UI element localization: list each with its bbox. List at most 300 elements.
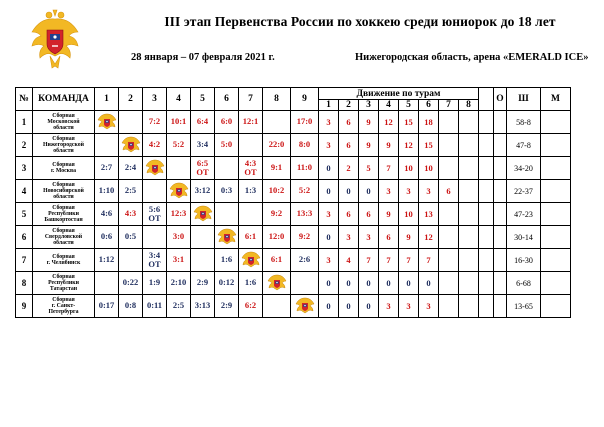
round-points-cell — [459, 226, 479, 249]
score-cell — [291, 111, 319, 134]
score-text: 0:22 — [122, 277, 139, 288]
score-cell — [167, 226, 191, 249]
round-points-cell: 10 — [399, 157, 419, 180]
score-text: 4:6 — [100, 208, 113, 219]
table-row — [16, 157, 571, 180]
score-text: 4:3 — [124, 208, 137, 219]
total-points-cell — [494, 249, 507, 272]
total-points-cell — [494, 226, 507, 249]
score-cell — [291, 157, 319, 180]
round-points-cell: 6 — [439, 180, 459, 203]
header-round-7: 7 — [439, 100, 459, 111]
score-cell — [291, 226, 319, 249]
score-text: 2:5 — [124, 185, 137, 196]
score-text: 6:2 — [244, 300, 257, 311]
spacer-cell — [479, 157, 494, 180]
team-name — [33, 180, 95, 203]
score-cell — [215, 203, 239, 226]
score-text: 0:6 — [100, 231, 113, 242]
round-points-cell: 0 — [379, 272, 399, 295]
score-text: 9:2 — [270, 208, 283, 219]
score-text: 5:0 — [220, 139, 233, 150]
round-points-cell: 3 — [399, 180, 419, 203]
header-round-3: 3 — [359, 100, 379, 111]
federation-emblem-icon — [169, 181, 189, 201]
score-text: 1:6 — [244, 277, 257, 288]
spacer-cell — [479, 249, 494, 272]
score-cell — [167, 249, 191, 272]
total-points-cell — [494, 272, 507, 295]
total-points-cell — [494, 180, 507, 203]
standings-body — [16, 111, 571, 318]
score-text: 0:12 — [218, 277, 235, 288]
score-cell — [239, 134, 263, 157]
score-cell — [239, 157, 263, 180]
round-points-cell: 0 — [399, 272, 419, 295]
place-cell — [541, 180, 571, 203]
diagonal-emblem-cell — [167, 180, 191, 203]
score-cell — [291, 180, 319, 203]
round-points-cell: 6 — [379, 226, 399, 249]
round-points-cell — [459, 272, 479, 295]
team-name-line: области — [53, 125, 74, 132]
score-cell — [291, 134, 319, 157]
score-cell — [167, 272, 191, 295]
round-points-cell: 3 — [319, 111, 339, 134]
round-points-cell — [459, 180, 479, 203]
round-points-cell — [439, 249, 459, 272]
header-round-4: 4 — [379, 100, 399, 111]
score-cell — [95, 203, 119, 226]
score-text: 3:12 — [194, 185, 211, 196]
score-cell — [291, 203, 319, 226]
score-text: 5:6 — [148, 203, 161, 214]
team-name-line: области — [53, 148, 74, 155]
round-points-cell: 15 — [419, 134, 439, 157]
federation-emblem-icon — [193, 204, 213, 224]
score-text: 2:9 — [196, 277, 209, 288]
row-number: 1 — [16, 111, 33, 134]
score-text: 2:10 — [170, 277, 187, 288]
round-points-cell: 6 — [339, 111, 359, 134]
header-col-2: 2 — [119, 88, 143, 111]
score-cell — [95, 249, 119, 272]
score-text: 1:6 — [220, 254, 233, 265]
team-name-line: г. Москва — [50, 168, 77, 174]
score-text: 12:3 — [170, 208, 187, 219]
round-points-cell — [459, 134, 479, 157]
header-team: КОМАНДА — [33, 88, 95, 111]
team-name-line: Сборная — [52, 204, 75, 211]
score-text: 6:1 — [270, 254, 283, 265]
header-round-2: 2 — [339, 100, 359, 111]
score-text: ОТ — [148, 259, 161, 269]
total-points-cell — [494, 134, 507, 157]
round-points-cell: 0 — [339, 295, 359, 318]
score-cell — [119, 272, 143, 295]
place-cell — [541, 157, 571, 180]
score-cell — [95, 180, 119, 203]
tournament-dates: 28 января – 07 февраля 2021 г. — [131, 52, 275, 63]
score-cell — [119, 157, 143, 180]
round-points-cell: 12 — [379, 111, 399, 134]
round-points-cell — [439, 111, 459, 134]
row-number: 3 — [16, 157, 33, 180]
team-name — [33, 295, 95, 318]
round-points-cell: 0 — [319, 272, 339, 295]
score-text: 3:4 — [148, 249, 161, 260]
score-cell — [119, 295, 143, 318]
table-row — [16, 203, 571, 226]
team-name-line: области — [53, 194, 74, 201]
score-cell — [167, 203, 191, 226]
score-text: ОТ — [196, 167, 209, 177]
header-col-3: 3 — [143, 88, 167, 111]
row-number: 5 — [16, 203, 33, 226]
header-round-1: 1 — [319, 100, 339, 111]
round-points-cell — [439, 157, 459, 180]
table-row — [16, 295, 571, 318]
row-number: 8 — [16, 272, 33, 295]
round-points-cell: 7 — [379, 157, 399, 180]
score-cell — [95, 272, 119, 295]
round-points-cell: 0 — [339, 272, 359, 295]
row-number: 7 — [16, 249, 33, 272]
header-num: № — [16, 88, 33, 111]
round-points-cell: 12 — [399, 134, 419, 157]
score-cell — [263, 295, 291, 318]
score-text: 13:3 — [296, 208, 313, 219]
round-points-cell: 7 — [419, 249, 439, 272]
score-cell — [239, 203, 263, 226]
round-points-cell: 18 — [419, 111, 439, 134]
score-cell — [167, 134, 191, 157]
round-points-cell: 3 — [319, 203, 339, 226]
goal-difference-cell: 13-65 — [507, 295, 541, 318]
goal-difference-cell: 6-68 — [507, 272, 541, 295]
round-points-cell: 7 — [359, 249, 379, 272]
score-text: 2:5 — [172, 300, 185, 311]
score-text: 7:2 — [148, 116, 161, 127]
diagonal-emblem-cell — [239, 249, 263, 272]
score-cell — [167, 157, 191, 180]
goal-difference-cell: 22-37 — [507, 180, 541, 203]
team-name-line: Сборная — [52, 161, 75, 168]
goal-difference-cell: 34-20 — [507, 157, 541, 180]
score-cell — [95, 226, 119, 249]
round-points-cell: 7 — [399, 249, 419, 272]
score-cell — [95, 134, 119, 157]
score-text: 6:1 — [244, 231, 257, 242]
round-points-cell: 3 — [419, 295, 439, 318]
table-row — [16, 180, 571, 203]
round-points-cell: 3 — [379, 295, 399, 318]
row-number: 9 — [16, 295, 33, 318]
score-cell — [191, 272, 215, 295]
score-text: 17:0 — [296, 116, 313, 127]
team-name-line: Республики — [48, 210, 79, 217]
spacer-cell — [479, 272, 494, 295]
score-cell — [143, 249, 167, 272]
score-text: 2:6 — [298, 254, 311, 265]
header-m: М — [541, 88, 571, 111]
federation-emblem-icon — [241, 250, 261, 270]
score-cell — [291, 249, 319, 272]
header-round-6: 6 — [419, 100, 439, 111]
place-cell — [541, 249, 571, 272]
score-text: 0:11 — [146, 300, 163, 311]
table-row — [16, 226, 571, 249]
diagonal-emblem-cell — [95, 111, 119, 134]
score-text: 0:3 — [220, 185, 233, 196]
round-points-cell — [439, 272, 459, 295]
table-row — [16, 134, 571, 157]
score-cell — [119, 249, 143, 272]
diagonal-emblem-cell — [263, 272, 291, 295]
score-cell — [263, 134, 291, 157]
score-cell — [239, 226, 263, 249]
round-points-cell: 0 — [339, 180, 359, 203]
round-points-cell: 13 — [419, 203, 439, 226]
team-name — [33, 203, 95, 226]
row-number: 2 — [16, 134, 33, 157]
header-round-5: 5 — [399, 100, 419, 111]
round-points-cell: 0 — [319, 226, 339, 249]
team-name — [33, 111, 95, 134]
team-name-line: Сборная — [52, 253, 75, 260]
score-text: 6:4 — [196, 116, 209, 127]
team-name-line: Петербурга — [48, 309, 79, 316]
score-cell — [239, 272, 263, 295]
score-cell — [215, 249, 239, 272]
round-points-cell — [439, 295, 459, 318]
score-cell — [263, 111, 291, 134]
score-cell — [143, 272, 167, 295]
round-points-cell: 3 — [319, 249, 339, 272]
round-points-cell — [459, 111, 479, 134]
round-points-cell: 4 — [339, 249, 359, 272]
header-round-8: 8 — [459, 100, 479, 111]
spacer-cell — [479, 226, 494, 249]
round-points-cell: 3 — [399, 295, 419, 318]
standings-table — [15, 87, 571, 318]
score-text: 3:13 — [194, 300, 211, 311]
header-col-9: 9 — [291, 88, 319, 111]
hockey-federation-eagle-logo — [30, 6, 80, 78]
score-text: 1:9 — [148, 277, 161, 288]
team-name — [33, 272, 95, 295]
score-cell — [191, 226, 215, 249]
team-name-line: Сборная — [52, 273, 75, 280]
score-text: 5:2 — [298, 185, 311, 196]
diagonal-emblem-cell — [191, 203, 215, 226]
place-cell — [541, 203, 571, 226]
goal-difference-cell: 16-30 — [507, 249, 541, 272]
score-text: ОТ — [148, 213, 161, 223]
table-row — [16, 272, 571, 295]
place-cell — [541, 226, 571, 249]
score-cell — [167, 295, 191, 318]
table-row — [16, 111, 571, 134]
round-points-cell: 6 — [339, 203, 359, 226]
team-name-line: Сборная — [52, 135, 75, 142]
score-text: ОТ — [244, 167, 257, 177]
team-name-line: области — [53, 240, 74, 247]
team-name — [33, 226, 95, 249]
round-points-cell: 9 — [359, 111, 379, 134]
round-points-cell — [439, 226, 459, 249]
goal-difference-cell: 30-14 — [507, 226, 541, 249]
score-text: 6:0 — [220, 116, 233, 127]
score-text: 9:1 — [270, 162, 283, 173]
score-text: 0:8 — [124, 300, 137, 311]
score-text: 10:1 — [170, 116, 187, 127]
score-cell — [215, 157, 239, 180]
round-points-cell: 3 — [319, 134, 339, 157]
page-title: III этап Первенства России по хоккею среди юниорок до 18 лет — [164, 14, 556, 29]
total-points-cell — [494, 295, 507, 318]
header-col-1: 1 — [95, 88, 119, 111]
tournament-venue: Нижегородская область, арена «EMERALD ICE» — [355, 52, 589, 63]
round-points-cell: 2 — [339, 157, 359, 180]
header-movement: Движение по турам — [319, 88, 479, 100]
score-cell — [191, 111, 215, 134]
score-cell — [215, 272, 239, 295]
score-cell — [239, 295, 263, 318]
score-cell — [263, 226, 291, 249]
goal-difference-cell: 47-8 — [507, 134, 541, 157]
spacer-cell — [479, 203, 494, 226]
score-cell — [191, 134, 215, 157]
team-name-line: Московской — [47, 118, 80, 125]
round-points-cell: 0 — [359, 272, 379, 295]
score-text: 12:0 — [268, 231, 285, 242]
score-cell — [143, 203, 167, 226]
round-points-cell: 10 — [399, 203, 419, 226]
score-cell — [167, 111, 191, 134]
round-points-cell — [459, 157, 479, 180]
federation-emblem-icon — [121, 135, 141, 155]
team-name-line: Сборная — [52, 296, 75, 303]
team-name-line: Башкортостан — [44, 217, 83, 224]
federation-emblem-icon — [97, 112, 117, 132]
round-points-cell: 3 — [339, 226, 359, 249]
round-points-cell: 0 — [319, 180, 339, 203]
score-text: 0:5 — [124, 231, 137, 242]
score-text: 12:1 — [242, 116, 259, 127]
score-cell — [119, 203, 143, 226]
score-text: 4:3 — [244, 157, 257, 168]
round-points-cell: 9 — [359, 134, 379, 157]
round-points-cell: 5 — [359, 157, 379, 180]
diagonal-emblem-cell — [215, 226, 239, 249]
round-points-cell: 9 — [399, 226, 419, 249]
round-points-cell — [459, 295, 479, 318]
round-points-cell — [459, 249, 479, 272]
score-cell — [215, 134, 239, 157]
score-cell — [263, 203, 291, 226]
score-cell — [215, 180, 239, 203]
row-number: 6 — [16, 226, 33, 249]
score-text: 2:7 — [100, 162, 113, 173]
header-o: О — [494, 88, 507, 111]
round-points-cell — [439, 134, 459, 157]
federation-emblem-icon — [145, 158, 165, 178]
spacer-column — [479, 88, 494, 111]
score-text: 9:2 — [298, 231, 311, 242]
score-text: 22:0 — [268, 139, 285, 150]
score-text: 5:2 — [172, 139, 185, 150]
score-cell — [239, 180, 263, 203]
diagonal-emblem-cell — [143, 157, 167, 180]
header-col-4: 4 — [167, 88, 191, 111]
header-col-7: 7 — [239, 88, 263, 111]
team-name — [33, 134, 95, 157]
round-points-cell — [439, 203, 459, 226]
score-cell — [119, 111, 143, 134]
header-sh: Ш — [507, 88, 541, 111]
place-cell — [541, 272, 571, 295]
score-cell — [95, 295, 119, 318]
score-text: 1:10 — [98, 185, 115, 196]
team-name-line: Сборная — [52, 181, 75, 188]
place-cell — [541, 134, 571, 157]
score-cell — [263, 180, 291, 203]
score-text: 3:4 — [196, 139, 209, 150]
score-text: 3:1 — [172, 254, 185, 265]
score-cell — [119, 180, 143, 203]
total-points-cell — [494, 203, 507, 226]
score-cell — [143, 180, 167, 203]
score-cell — [191, 157, 215, 180]
team-name-line: Татарстан — [49, 286, 78, 293]
score-cell — [291, 272, 319, 295]
score-text: 11:0 — [296, 162, 313, 173]
score-cell — [95, 157, 119, 180]
total-points-cell — [494, 111, 507, 134]
round-points-cell: 9 — [379, 134, 399, 157]
score-cell — [143, 295, 167, 318]
team-name-line: Новосибирской — [43, 187, 84, 194]
header-col-8: 8 — [263, 88, 291, 111]
score-cell — [119, 226, 143, 249]
place-cell — [541, 295, 571, 318]
header-col-5: 5 — [191, 88, 215, 111]
team-name-line: Нижегородской — [43, 141, 84, 148]
round-points-cell: 10 — [419, 157, 439, 180]
round-points-cell: 6 — [359, 203, 379, 226]
round-points-cell: 9 — [379, 203, 399, 226]
round-points-cell: 15 — [399, 111, 419, 134]
diagonal-emblem-cell — [119, 134, 143, 157]
score-cell — [215, 295, 239, 318]
score-cell — [143, 111, 167, 134]
diagonal-emblem-cell — [291, 295, 319, 318]
score-cell — [143, 226, 167, 249]
score-cell — [239, 111, 263, 134]
score-cell — [191, 295, 215, 318]
federation-emblem-icon — [295, 296, 315, 316]
score-text: 10:2 — [268, 185, 285, 196]
score-text: 1:12 — [98, 254, 115, 265]
team-name-line: Свердловской — [44, 233, 83, 240]
table-row — [16, 249, 571, 272]
team-name — [33, 157, 95, 180]
score-cell — [191, 180, 215, 203]
round-points-cell — [459, 203, 479, 226]
team-name — [33, 249, 95, 272]
round-points-cell: 0 — [319, 295, 339, 318]
